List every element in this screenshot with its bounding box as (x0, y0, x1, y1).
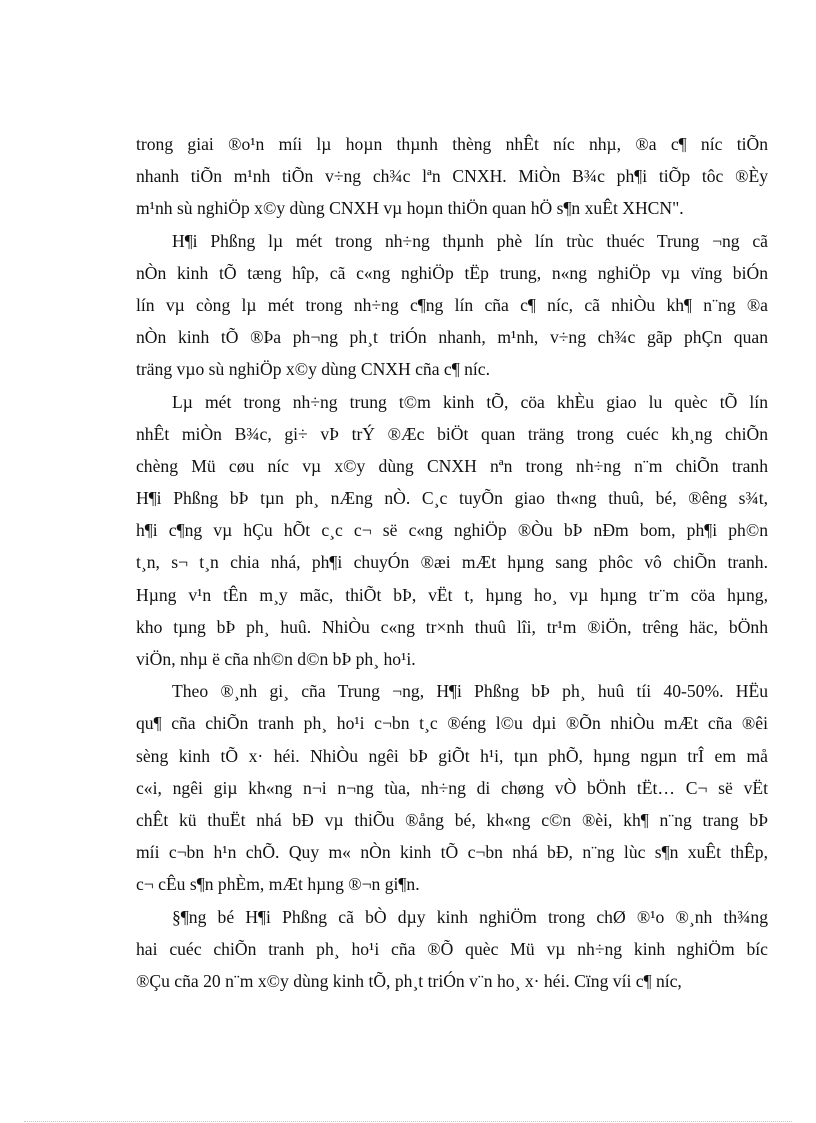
text-line: ®Çu cña 20 n¨m x©y dùng kinh tÕ, ph¸t triÓn v¨n ho¸ x· héi. Cïng víi c¶ níc, (136, 970, 682, 991)
text-line: kho tµng bÞ ph¸ huû. NhiÒu c«ng tr×nh thuû lîi, tr¹m ®iÖn, trêng häc, bÖnh (136, 616, 768, 637)
text-line: träng vµo sù nghiÖp x©y dùng CNXH cña c¶ níc. (136, 359, 490, 380)
document-body (136, 128, 768, 997)
text-line: trong giai ®o¹n míi lµ hoµn thµnh thèng nhÊt níc nhµ, ®a c¶ níc tiÕn (136, 134, 768, 154)
text-line: Hµng v¹n tÊn m¸y mãc, thiÕt bÞ, vËt t, hµng ho¸ vµ hµng tr¨m cöa hµng, (136, 584, 768, 605)
text-line: H¶i Phßng lµ mét trong nh÷ng thµnh phè lín trùc thuéc Trung ¬ng cã (172, 230, 768, 251)
text-line: chÊt kü thuËt nhá bÐ vµ thiÕu ®ång bé, kh«ng c©n ®èi, kh¶ n¨ng trang bÞ (136, 809, 768, 830)
text-line: míi c¬bn h¹n chÕ. Quy m« nÒn kinh tÕ c¬bn nhá bÐ, n¨ng lùc s¶n xuÊt thÊp, (136, 842, 768, 863)
text-line: nhÊt miÒn B¾c, gi÷ vÞ trÝ ®Æc biÖt quan träng trong cuéc kh¸ng chiÕn (136, 423, 768, 444)
paragraph (136, 675, 768, 900)
text-line: sèng kinh tÕ x· héi. NhiÒu ngêi bÞ giÕt h¹i, tµn phÕ, hµng ngµn trÎ em må (136, 745, 768, 766)
text-line: h¶i c¶ng vµ hÇu hÕt c¸c c¬ së c«ng nghiÖp ®Òu bÞ nÐm bom, ph¶i ph©n (136, 520, 768, 541)
text-line: nÒn kinh tÕ ®Þa ph¬ng ph¸t triÓn nhanh, m¹nh, v÷ng ch¾c gãp phÇn quan (136, 327, 768, 348)
text-line: viÖn, nhµ ë cña nh©n d©n bÞ ph¸ ho¹i. (136, 649, 416, 669)
text-line: qu¶ cña chiÕn tranh ph¸ ho¹i c¬bn t¸c ®éng l©u dµi ®Õn nhiÒu mÆt cña ®êi (136, 713, 768, 734)
text-line: m¹nh sù nghiÖp x©y dùng CNXH vµ hoµn thiÖn quan hÖ s¶n xuÊt XHCN". (136, 198, 684, 219)
text-line: nÒn kinh tÕ tæng hîp, cã c«ng nghiÖp tËp trung, n«ng nghiÖp vµ vïng biÓn (136, 262, 768, 283)
text-line: Theo ®¸nh gi¸ cña Trung ¬ng, H¶i Phßng bÞ ph¸ huû tíi 40-50%. HËu (172, 681, 768, 702)
text-line: Lµ mét trong nh÷ng trung t©m kinh tÕ, cöa khÈu giao lu quèc tÕ lín (172, 391, 768, 412)
text-line: chèng Mü cøu níc vµ x©y dùng CNXH nªn trong nh÷ng n¨m chiÕn tranh (136, 455, 768, 476)
paragraph (136, 225, 768, 386)
paragraph (136, 901, 768, 998)
text-line: lín vµ còng lµ mét trong nh÷ng c¶ng lín cña c¶ níc, cã nhiÒu kh¶ n¨ng ®a (136, 294, 768, 315)
text-line: H¶i Phßng bÞ tµn ph¸ nÆng nÒ. C¸c tuyÕn giao th«ng thuû, bé, ®êng s¾t, (136, 488, 768, 509)
paragraph (136, 128, 768, 225)
text-line: nhanh tiÕn m¹nh tiÕn v÷ng ch¾c lªn CNXH. MiÒn B¾c ph¶i tiÕp tôc ®Èy (136, 166, 768, 187)
text-line: t¸n, s¬ t¸n chia nhá, ph¶i chuyÓn ®æi mÆt hµng sang phôc vô chiÕn tranh. (136, 552, 768, 573)
text-line: c«i, ngêi giµ kh«ng n¬i n¬ng tùa, nh÷ng di chøng vÒ bÖnh tËt… C¬ së vËt (136, 777, 768, 798)
text-line: §¶ng bé H¶i Phßng cã bÒ dµy kinh nghiÖm trong chØ ®¹o ®¸nh th¾ng (172, 906, 768, 927)
text-line: c¬ cÊu s¶n phÈm, mÆt hµng ®¬n gi¶n. (136, 874, 420, 895)
paragraph (136, 386, 768, 676)
page-bottom-rule (24, 1121, 792, 1122)
text-line: hai cuéc chiÕn tranh ph¸ ho¹i cña ®Õ quèc Mü vµ nh÷ng kinh nghiÖm bíc (136, 938, 768, 959)
